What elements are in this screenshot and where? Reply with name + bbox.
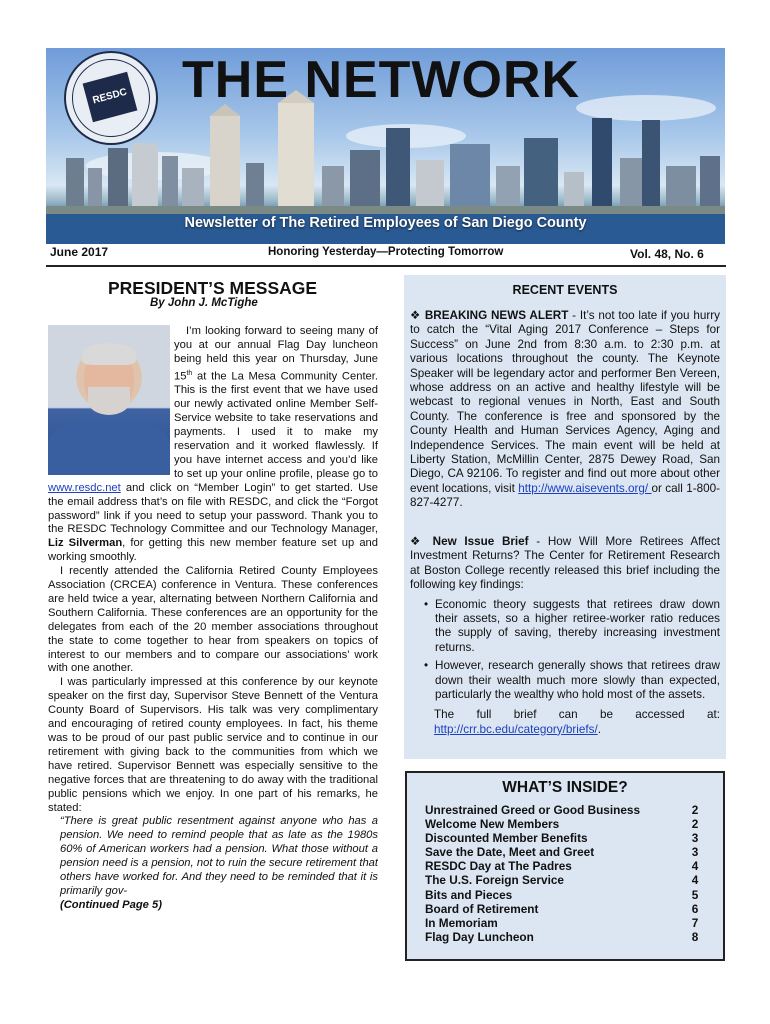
header-rule bbox=[46, 265, 726, 267]
toc-item[interactable] bbox=[425, 873, 705, 887]
p1-superscript: th bbox=[186, 369, 193, 377]
aisevents-link[interactable]: http://www.aisevents.org/ bbox=[518, 481, 652, 495]
newsletter-title: THE NETWORK bbox=[182, 51, 581, 109]
volume-number: Vol. 48, No. 6 bbox=[630, 247, 704, 261]
diamond-bullet-icon: ❖ bbox=[410, 535, 425, 548]
continued-note: (Continued Page 5) bbox=[60, 898, 162, 911]
toc-item[interactable] bbox=[425, 859, 705, 873]
issue-date: June 2017 bbox=[50, 245, 109, 259]
toc-item[interactable] bbox=[425, 888, 705, 902]
news-item-2-title: New Issue Brief bbox=[432, 535, 529, 548]
toc-page: 4 bbox=[691, 859, 699, 874]
full-brief-line bbox=[434, 708, 720, 737]
toc-page: 6 bbox=[691, 901, 699, 916]
toc-page: 2 bbox=[691, 803, 699, 817]
resdc-logo bbox=[64, 51, 158, 145]
news-item-1 bbox=[410, 309, 720, 511]
resdc-website-link[interactable]: www.resdc.net bbox=[48, 481, 121, 494]
toc-title: Discounted Member Benefits bbox=[425, 831, 588, 846]
toc-item[interactable] bbox=[425, 803, 705, 817]
news-item-1-text-end: or call 1-800-827-4277. bbox=[410, 481, 720, 510]
toc-title: In Memoriam bbox=[425, 915, 498, 930]
toc-page: 8 bbox=[691, 929, 699, 944]
presidents-message-heading: PRESIDENT’S MESSAGE bbox=[108, 278, 318, 298]
news-item-1-text: - It’s not too late if you hurry to catch the “Vital Aging 2017 Conference – Steps for Success” on June 2nd from 8:30 a.m. to 2:30 p.m. at various locations throughout the county. The Keynote Speaker will be legendary actor and performer Ben Vereen, whose address on an active and healthy lifestyle will be webcast to regional venues in North, East and South County. The conference is free and sponsored by the County Health and Human Services Agency, Aging and Independence Services. The main event will be held at Liberty Station, McMillin Center, 2875 Dewey Road, San Diego, CA 92106. To register and find out more about other event locations, visit bbox=[410, 309, 720, 495]
toc-title: Unrestrained Greed or Good Business bbox=[425, 803, 641, 817]
toc-page: 4 bbox=[691, 873, 699, 888]
toc-item[interactable] bbox=[425, 831, 705, 845]
findings-list bbox=[424, 598, 720, 703]
byline: By John J. McTighe bbox=[150, 297, 258, 309]
p1-text-d: , for getting this new member feature set up and working smoothly. bbox=[48, 537, 378, 564]
full-brief-end: . bbox=[597, 722, 601, 736]
toc-page: 5 bbox=[691, 887, 699, 902]
quote: “There is great public resentment against anyone who has a pension. We need to remind people that as late as the 1980s 60% of American workers had a pension. What those without a pension need is a pension, not to ruin the secure retirement that others have worked for. And they need to be reminded that it is primarily gov- bbox=[60, 815, 378, 897]
toc-page: 2 bbox=[691, 817, 699, 832]
whats-inside-heading: WHAT’S INSIDE? bbox=[502, 779, 628, 796]
toc-item[interactable] bbox=[425, 930, 705, 944]
masthead-banner bbox=[46, 48, 725, 244]
crr-briefs-link[interactable]: http://crr.bc.edu/category/briefs/ bbox=[434, 722, 598, 736]
finding-item: • Economic theory suggests that retirees draw down their assets, so a higher retiree-worker ratio reduces the supply of saving, thereby increasing investment returns. bbox=[424, 598, 720, 656]
toc-title: Welcome New Members bbox=[425, 817, 560, 832]
toc-title: Board of Retirement bbox=[425, 901, 539, 916]
p1-name: Liz Silverman bbox=[48, 537, 123, 550]
newsletter-subtitle: Newsletter of The Retired Employees of San Diego County bbox=[184, 215, 587, 231]
p1-text-a: I’m looking forward to seeing many of you at our annual Flag Day luncheon being held this year on Thursday, June 15 bbox=[174, 325, 378, 383]
motto: Honoring Yesterday—Protecting Tomorrow bbox=[268, 246, 504, 258]
toc-item[interactable] bbox=[425, 902, 705, 916]
toc-title: Flag Day Luncheon bbox=[425, 929, 534, 944]
news-item-2-text: - How Will More Retirees Affect Investment Returns? The Center for Retirement Research at Boston College recently released this brief including the following key findings: bbox=[410, 535, 721, 592]
news-item-1-title: BREAKING NEWS ALERT bbox=[424, 309, 569, 322]
toc-item[interactable] bbox=[425, 817, 705, 831]
toc-page: 3 bbox=[691, 831, 699, 846]
finding-item: • However, research generally shows that retirees draw down their wealth much more slowly than expected, particularly the wealthy who hold most of the assets. bbox=[424, 659, 720, 702]
table-of-contents bbox=[425, 803, 705, 944]
logo-mark: RESDC bbox=[83, 72, 138, 123]
toc-title: The U.S. Foreign Service bbox=[425, 873, 564, 888]
paragraph-2: I recently attended the California Retired County Employees Association (CRCEA) conference in Ventura. These conferences are held twice a year, alternating between Northern California and Southern California. These conferences are an opportunity for the delegates from each of the 20 member associations throughout the state to come together to hear from speakers on topics of interest to our members and to compare our associations’ work with one another. bbox=[48, 565, 378, 675]
toc-title: Bits and Pieces bbox=[425, 887, 513, 902]
toc-title: Save the Date, Meet and Greet bbox=[425, 845, 595, 860]
paragraph-3: I was particularly impressed at this conference by our keynote speaker on the first day, Supervisor Steve Bennett of the Ventura County Board of Supervisors. His talk was very complimentary and encouraging of retired county employees. In fact, his theme was to be proud of our past public service and to continue in our retirement with giving back to the communities from which we have retired. Supervisor Bennett was especially sensitive to the negative forces that are threatening to do away with the traditional public pensions which we enjoy. In one part of his remarks, he stated: bbox=[48, 676, 378, 814]
toc-page: 7 bbox=[691, 915, 699, 930]
recent-events-heading: RECENT EVENTS bbox=[512, 283, 618, 297]
whats-inside-box bbox=[405, 771, 725, 961]
toc-title: RESDC Day at The Padres bbox=[425, 859, 572, 874]
presidents-message-body bbox=[48, 325, 378, 965]
news-item-2 bbox=[410, 535, 720, 737]
recent-events-box bbox=[404, 275, 726, 759]
p1-text-c: and click on “Member Login” to get started. Use the email address that’s on file with RESDC, and click the “Forgot password” link if you need to setup your password. Thank you to the RESDC Technology Committee and our Technology Manager, bbox=[48, 481, 378, 536]
photo-spacer bbox=[48, 325, 174, 477]
toc-item[interactable] bbox=[425, 845, 705, 859]
full-brief-text: The full brief can be accessed at: bbox=[434, 708, 720, 722]
p1-text-b: at the La Mesa Community Center. This is the first event that we have used our newly activated online Member Self-Service website to take reservations and payments. I used it to make my reservation and it worked flawlessly. If you have internet access and you’d like to set up your online profile, please go to bbox=[174, 370, 378, 480]
diamond-bullet-icon: ❖ bbox=[410, 309, 422, 322]
toc-page: 3 bbox=[691, 845, 699, 860]
toc-item[interactable] bbox=[425, 916, 705, 930]
